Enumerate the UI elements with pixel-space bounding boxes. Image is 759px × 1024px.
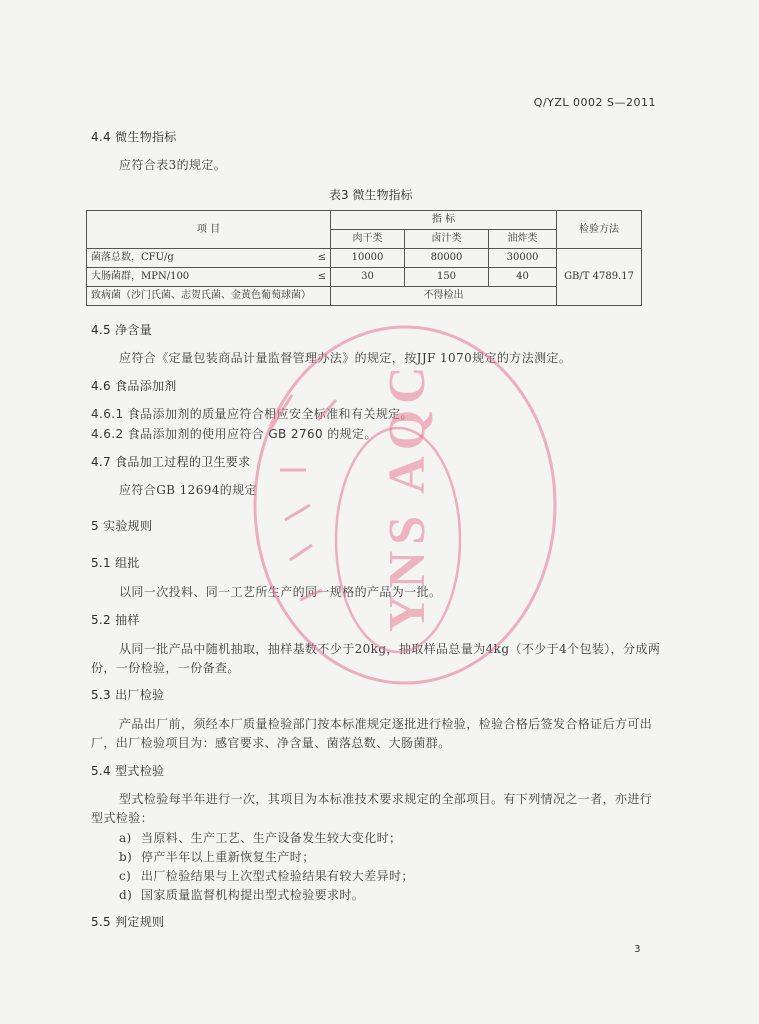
table-row <box>87 249 642 268</box>
section-4-7-title: 4.7 食品加工过程的卫生要求 <box>91 455 251 469</box>
test-method: GB/T 4789.17 <box>557 249 642 306</box>
row-item-label: 菌落总数，CFU/g <box>91 252 174 263</box>
header-sub-fried: 油炸类 <box>489 230 557 249</box>
section-5-1-text: 以同一次投料、同一工艺所生产的同一规格的产品为一批。 <box>119 585 442 599</box>
section-4-6-title: 4.6 食品添加剂 <box>91 379 177 393</box>
section-5-2-line2: 份，一份检验，一份备查。 <box>91 661 240 675</box>
row-value: 80000 <box>405 249 489 268</box>
row-value: 30 <box>331 268 405 287</box>
table-header-row <box>87 211 642 230</box>
row-item-cell <box>87 268 331 287</box>
section-5-4-title: 5.4 型式检验 <box>91 764 165 778</box>
row-operator: ≤ <box>317 252 326 263</box>
row-value: 30000 <box>489 249 557 268</box>
seal-lettering-text: YNS AQC <box>379 360 436 632</box>
section-5-2-title: 5.2 抽样 <box>91 613 140 627</box>
section-4-6-2: 4.6.2 食品添加剂的使用应符合 GB 2760 的规定。 <box>91 427 377 441</box>
row-item-label: 致病菌（沙门氏菌、志贺氏菌、金黄色葡萄球菌） <box>87 287 331 306</box>
section-4-6-1: 4.6.1 食品添加剂的质量应符合相应安全标准和有关规定。 <box>91 407 413 421</box>
list-item <box>119 829 401 846</box>
row-value: 40 <box>489 268 557 287</box>
section-5-1-title: 5.1 组批 <box>91 556 140 570</box>
list-item-text: 当原料、生产工艺、生产设备发生较大变化时； <box>141 831 402 845</box>
section-5-title: 5 实验规则 <box>91 519 153 533</box>
section-5-4-line1: 型式检验每半年进行一次，其项目为本标准技术要求规定的全部项目。有下列情况之一者，亦进行 <box>119 792 653 806</box>
header-item: 项 目 <box>87 211 331 249</box>
row-value: 150 <box>405 268 489 287</box>
header-sub-dried-meat: 肉干类 <box>331 230 405 249</box>
section-5-3-line1: 产品出厂前，须经本厂质量检验部门按本标准规定逐批进行检验，检验合格后签发合格证后方可出 <box>119 717 653 731</box>
list-item <box>119 867 414 884</box>
list-item-label: c) <box>119 869 132 883</box>
list-item-label: d) <box>119 888 133 902</box>
header-method: 检验方法 <box>557 211 642 249</box>
list-item <box>119 848 315 865</box>
section-4-4-title: 4.4 微生物指标 <box>91 130 177 144</box>
list-item <box>119 886 364 903</box>
page-number: 3 <box>634 944 641 955</box>
section-4-5-text: 应符合《定量包装商品计量监督管理办法》的规定，按JJF 1070规定的方法测定。 <box>119 351 572 365</box>
header-sub-braised: 卤汁类 <box>405 230 489 249</box>
standard-code: Q/YZL 0002 S—2011 <box>533 96 656 109</box>
list-item-text: 停产半年以上重新恢复生产时； <box>141 850 315 864</box>
section-4-5-title: 4.5 净含量 <box>91 323 152 337</box>
section-4-4-text: 应符合表3的规定。 <box>119 158 227 172</box>
row-value: 10000 <box>331 249 405 268</box>
section-4-7-text: 应符合GB 12694的规定 <box>119 483 257 497</box>
section-5-3-line2: 厂，出厂检验项目为：感官要求、净含量、菌落总数、大肠菌群。 <box>91 736 451 750</box>
microbial-table <box>86 210 642 306</box>
list-item-text: 出厂检验结果与上次型式检验结果有较大差异时； <box>141 869 414 883</box>
header-index: 指 标 <box>331 211 557 230</box>
list-item-label: a) <box>119 831 132 845</box>
section-5-2-line1: 从同一批产品中随机抽取，抽样基数不少于20kg，抽取样品总量为4kg（不少于4个包装），分成两 <box>119 642 661 656</box>
row-operator: ≤ <box>317 271 326 282</box>
list-item-label: b) <box>119 850 133 864</box>
row-item-label: 大肠菌群，MPN/100 <box>91 271 190 282</box>
row-merged-value: 不得检出 <box>331 287 557 306</box>
table3-caption: 表3 微生物指标 <box>329 188 413 202</box>
seal-lettering <box>378 360 437 632</box>
section-5-3-title: 5.3 出厂检验 <box>91 688 165 702</box>
section-5-5-title: 5.5 判定规则 <box>91 915 165 929</box>
row-item-cell <box>87 249 331 268</box>
section-5-4-line2: 型式检验： <box>91 811 154 825</box>
list-item-text: 国家质量监督机构提出型式检验要求时。 <box>141 888 365 902</box>
